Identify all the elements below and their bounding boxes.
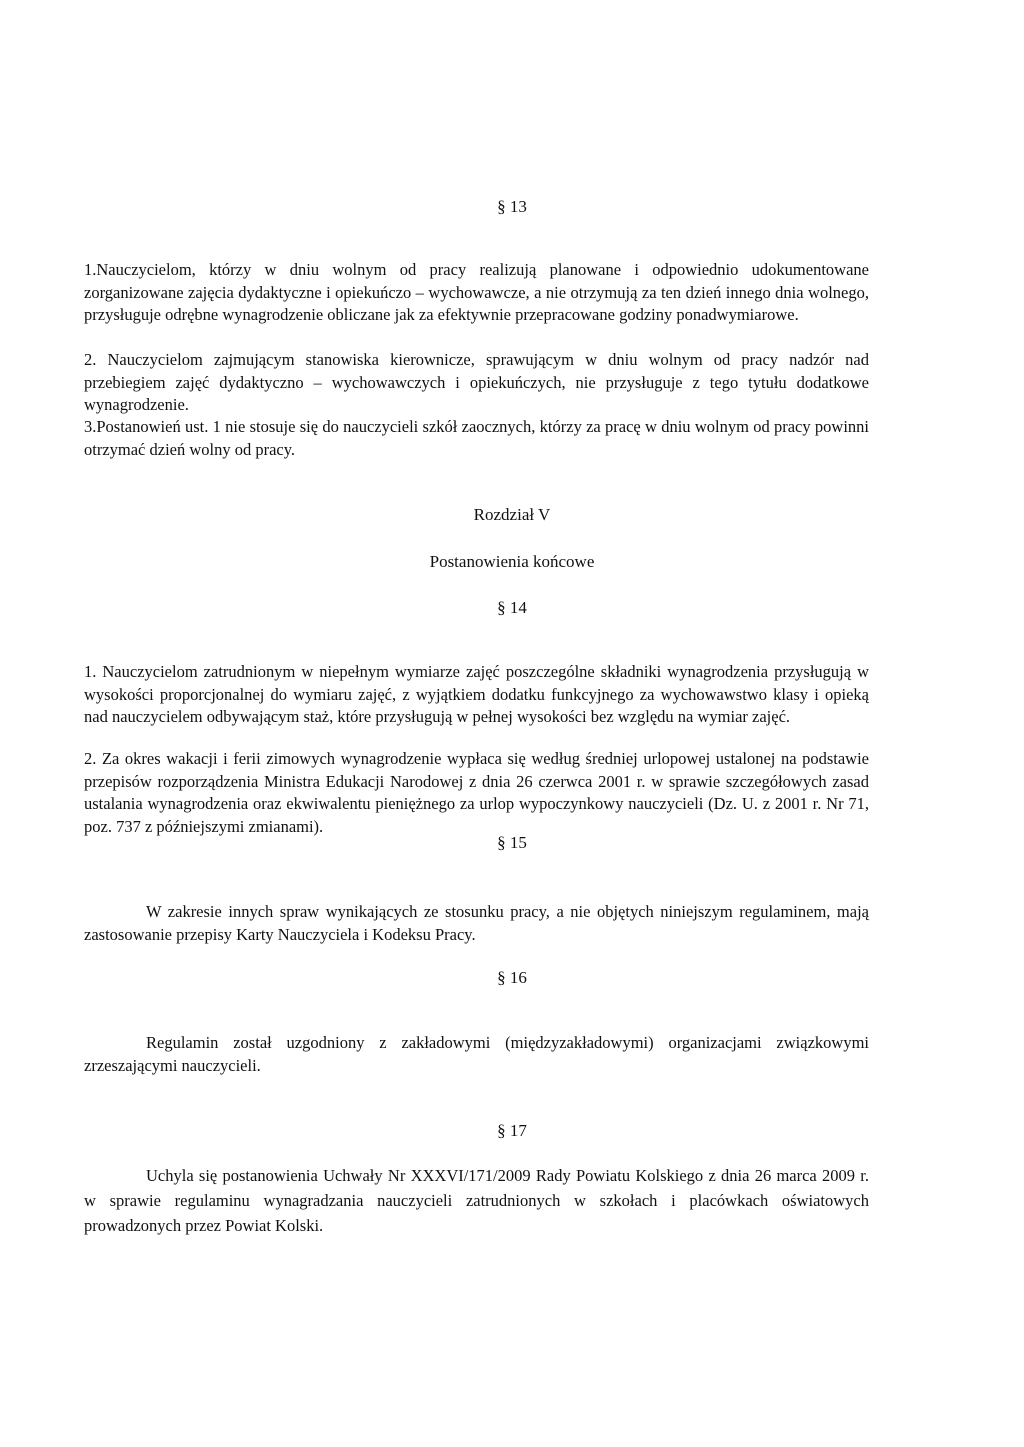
section-14-heading: § 14 [497, 598, 527, 617]
section-16-paragraph: Regulamin został uzgodniony z zakładowymi (międzyzakładowymi) organizacjami związkowymi zrzeszającymi nauczycieli. [84, 1033, 869, 1075]
chapter-title: Rozdział V [473, 505, 551, 524]
section-15-heading: § 15 [497, 833, 527, 852]
section-13-heading: § 13 [497, 197, 527, 216]
section-17-paragraph: Uchyla się postanowienia Uchwały Nr XXXVI/171/2009 Rady Powiatu Kolskiego z dnia 26 marca 2009 r. w sprawie regulaminu wynagradzania nauczycieli zatrudnionych w szkołach i placówkach oświatowych prowadzonych przez Powiat Kolski. [84, 1166, 869, 1235]
section-14-paragraph-1: 1. Nauczycielom zatrudnionym w niepełnym wymiarze zajęć poszczególne składniki wynagrodzenia przysługują w wysokości proporcjonalnej do wymiaru zajęć, z wyjątkiem dodatku funkcyjnego za wychowawstwo klasy i opieką nad nauczycielem odbywającym staż, które przysługują w pełnej wysokości bez względu na wymiar zajęć. [84, 662, 869, 726]
section-16-heading: § 16 [497, 968, 527, 987]
section-14-paragraph-2: 2. Za okres wakacji i ferii zimowych wynagrodzenie wypłaca się według średniej urlopowej ustalonej na podstawie przepisów rozporządzenia Ministra Edukacji Narodowej z dnia 26 czerwca 2001 r. w sprawie szczegółowych zasad ustalania wynagrodzenia oraz ekwiwalentu pieniężnego za urlop wypoczynkowy nauczycieli (Dz. U. z 2001 r. Nr 71, poz. 737 z późniejszymi zmianami). [84, 749, 869, 836]
section-13-paragraph-1: 1.Nauczycielom, którzy w dniu wolnym od pracy realizują planowane i odpowiednio udokumentowane zorganizowane zajęcia dydaktyczne i opiekuńczo – wychowawcze, a nie otrzymują za ten dzień innego dnia wolnego, przysługuje odrębne wynagrodzenie obliczane jak za efektywnie przepracowane godziny ponadwymiarowe. [84, 260, 869, 324]
chapter-subtitle: Postanowienia końcowe [429, 552, 595, 571]
section-13-paragraph-3: 3.Postanowień ust. 1 nie stosuje się do nauczycieli szkół zaocznych, którzy za pracę w dniu wolnym od pracy powinni otrzymać dzień wolny od pracy. [84, 417, 869, 459]
section-17-heading: § 17 [497, 1121, 527, 1140]
section-13-paragraph-2: 2. Nauczycielom zajmującym stanowiska kierownicze, sprawującym w dniu wolnym od pracy nadzór nad przebiegiem zajęć dydaktyczno – wychowawczych i opiekuńczych, nie przysługuje z tego tytułu dodatkowe wynagrodzenie. [84, 350, 869, 414]
section-15-paragraph: W zakresie innych spraw wynikających ze stosunku pracy, a nie objętych niniejszym regulaminem, mają zastosowanie przepisy Karty Nauczyciela i Kodeksu Pracy. [84, 902, 869, 944]
